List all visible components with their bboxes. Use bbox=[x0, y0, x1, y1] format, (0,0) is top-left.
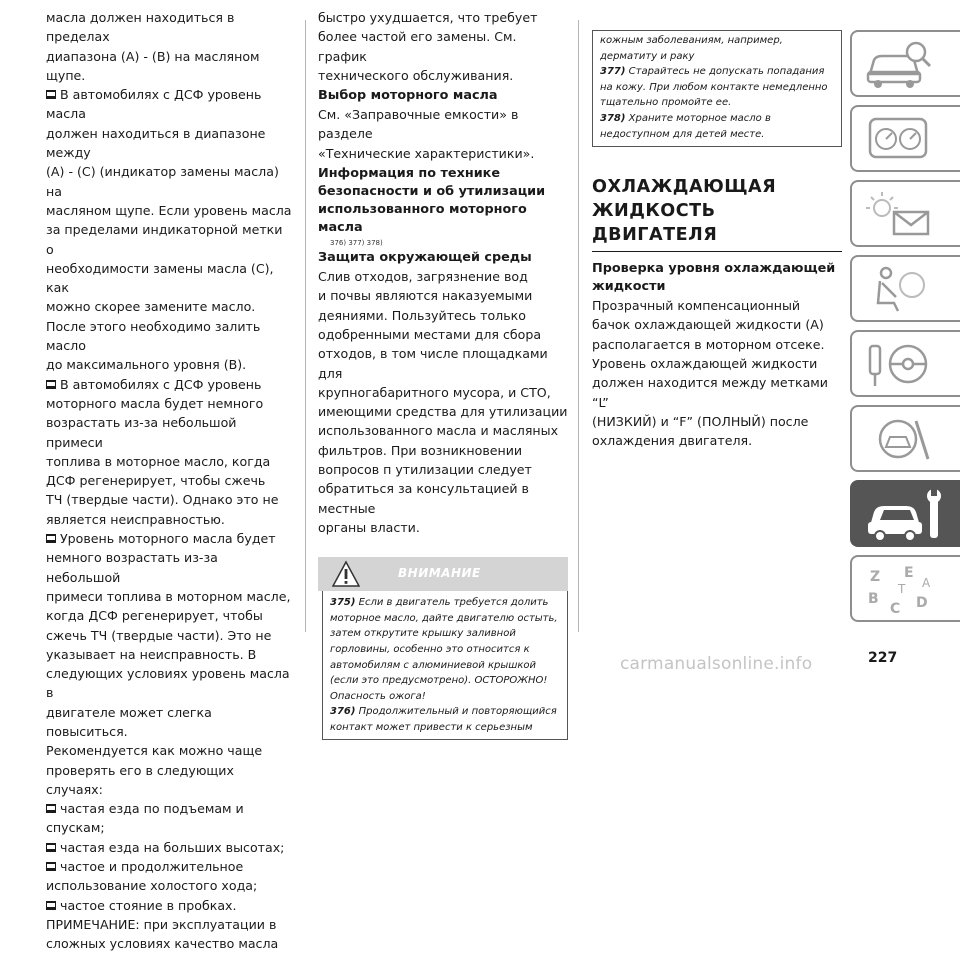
text-line: ДСФ регенерирует, чтобы сжечь bbox=[46, 473, 266, 489]
warning-title: ВНИМАНИЕ bbox=[398, 566, 481, 581]
section-title: ОХЛАЖДАЮЩАЯ ЖИДКОСТЬ ДВИГАТЕЛЯ bbox=[592, 177, 777, 246]
warning-references: 376) 377) 378) bbox=[330, 239, 383, 248]
text-line: располагается в моторном отсеке. bbox=[592, 336, 825, 352]
text-line: бачок охлаждающей жидкости (A) bbox=[592, 317, 824, 333]
subheading-safety-info: использованного моторного масла bbox=[318, 202, 527, 236]
text-line: отходов, в том числе площадками для bbox=[318, 346, 548, 381]
text-line: крупногабаритного мусора, и СТО, bbox=[318, 384, 551, 400]
text-line: технического обслуживания. bbox=[318, 67, 514, 83]
column-2 bbox=[318, 8, 568, 740]
subheading-safety-info: Информация по технике bbox=[318, 166, 501, 182]
text-line: можно скорее замените масло. bbox=[46, 299, 256, 315]
tab-emergency[interactable] bbox=[850, 405, 960, 472]
warning-line: Опасность ожога! bbox=[330, 690, 426, 702]
bullet-square-icon bbox=[46, 380, 56, 389]
text-line: деяниями. Пользуйтесь только bbox=[318, 307, 526, 323]
page-number: 227 bbox=[868, 650, 898, 666]
text-line: более частой его замены. См. график bbox=[318, 29, 517, 64]
warning-line: автомобилям с алюминиевой крышкой bbox=[330, 659, 537, 671]
text-line: диапазона (A) - (B) на масляном щупе. bbox=[46, 48, 260, 83]
svg-text:Z: Z bbox=[870, 569, 881, 585]
warning-line: тщательно промойте ее. bbox=[600, 97, 732, 109]
text-line: фильтров. При возникновении bbox=[318, 442, 523, 458]
text-line: должен находиться в диапазоне между bbox=[46, 125, 266, 161]
text-line: и почвы являются наказуемыми bbox=[318, 288, 533, 304]
car-search-icon bbox=[864, 38, 934, 92]
text-line: После этого необходимо залить масло bbox=[46, 318, 261, 354]
text-line: когда ДСФ регенерирует, чтобы bbox=[46, 608, 263, 624]
tab-index[interactable] bbox=[850, 555, 960, 622]
footer-watermark[interactable]: carmanualsonline.info bbox=[620, 654, 813, 674]
warning-lights-icon bbox=[864, 188, 934, 242]
text-line: масла должен находиться в пределах bbox=[46, 10, 235, 45]
column-divider-1 bbox=[305, 20, 306, 632]
svg-text:C: C bbox=[890, 601, 901, 617]
text-line: примеси топлива в моторном масле, bbox=[46, 588, 291, 604]
text-line: органы власти. bbox=[318, 519, 420, 535]
text-line: обратиться за консультацией в местные bbox=[318, 481, 529, 516]
chapter-tabs bbox=[850, 30, 960, 630]
warning-line: дерматиту и раку bbox=[600, 50, 695, 62]
text-line: «Технические характеристики». bbox=[318, 145, 535, 161]
warning-line: затем открутите крышку заливной bbox=[330, 628, 516, 640]
column-3 bbox=[592, 30, 842, 451]
bullet-item: частое стояние в пробках. bbox=[46, 896, 292, 915]
text-line: необходимости замены масла (C), как bbox=[46, 260, 274, 296]
text-line: за пределами индикаторной метки о bbox=[46, 222, 283, 257]
text-line: Слив отходов, загрязнение вод bbox=[318, 269, 528, 285]
text-line: сжечь ТЧ (твердые части). Это не bbox=[46, 627, 272, 643]
text-line: использование холостого хода; bbox=[46, 878, 258, 894]
tab-starting-driving[interactable] bbox=[850, 330, 960, 397]
warning-line: на кожу. При любом контакте немедленно bbox=[600, 81, 828, 93]
text-line: ТЧ (твердые части). Однако это не bbox=[46, 492, 279, 508]
warning-line: 375) Если в двигатель требуется долить bbox=[330, 597, 549, 609]
svg-text:A: A bbox=[922, 576, 931, 590]
bullet-square-icon bbox=[46, 534, 56, 543]
subheading-safety-info: безопасности и об утилизации bbox=[318, 184, 546, 200]
text-line: ПРИМЕЧАНИЕ: при эксплуатации в bbox=[46, 916, 277, 932]
warning-line: контакт может привести к серьезным bbox=[330, 721, 533, 733]
column-divider-2 bbox=[578, 20, 579, 632]
text-line: проверять его в следующих случаях: bbox=[46, 762, 234, 797]
subheading-oil-selection: Выбор моторного масла bbox=[318, 88, 498, 104]
dashboard-lights-icon bbox=[864, 113, 934, 167]
bullet-item: В автомобилях с ДСФ уровень bbox=[46, 375, 292, 394]
bullet-square-icon bbox=[46, 862, 56, 871]
text-line: Рекомендуется как можно чаще bbox=[46, 743, 263, 759]
bullet-item: частое и продолжительное bbox=[46, 857, 292, 876]
subheading-coolant-check: Проверка уровня охлаждающей bbox=[592, 261, 836, 277]
warning-box-continued bbox=[592, 30, 842, 147]
warning-line: горловины, особенно это относится к bbox=[330, 644, 530, 656]
bullet-item: частая езда по подъемам и спускам; bbox=[46, 801, 244, 836]
section-rule bbox=[592, 251, 842, 252]
text-line: немного возрастать из-за небольшой bbox=[46, 550, 218, 585]
text-line: использованного масла и масляных bbox=[318, 423, 559, 439]
tab-warning-lights[interactable] bbox=[850, 180, 960, 247]
bullet-square-icon bbox=[46, 901, 56, 910]
svg-text:D: D bbox=[916, 595, 928, 611]
tab-car-search[interactable] bbox=[850, 30, 960, 97]
text-line: моторного масла будет немного bbox=[46, 395, 264, 411]
text-line: (A) - (C) (индикатор замены масла) на bbox=[46, 164, 279, 199]
warning-line: 376) Продолжительный и повторяющийся bbox=[330, 706, 557, 718]
text-line: сложных условиях качество масла bbox=[46, 936, 279, 952]
text-line: топлива в моторное масло, когда bbox=[46, 453, 271, 469]
text-line: имеющими средства для утилизации bbox=[318, 404, 568, 420]
text-line: быстро ухудшается, что требует bbox=[318, 10, 538, 25]
bullet-square-icon bbox=[46, 90, 56, 99]
bullet-square-icon bbox=[46, 804, 56, 813]
text-line: вопросов п утилизации следует bbox=[318, 462, 532, 478]
warning-line: кожным заболеваниям, например, bbox=[600, 35, 783, 46]
tab-service-maintenance[interactable] bbox=[850, 480, 960, 547]
text-line: масляном щупе. Если уровень масла bbox=[46, 202, 292, 218]
text-line: двигателе может слегка повыситься. bbox=[46, 704, 212, 739]
warning-line: недоступном для детей месте. bbox=[600, 128, 765, 140]
text-line: Прозрачный компенсационный bbox=[592, 298, 801, 314]
tab-dashboard[interactable] bbox=[850, 105, 960, 172]
text-line: до максимального уровня (B). bbox=[46, 357, 247, 373]
bullet-square-icon bbox=[46, 843, 56, 852]
svg-text:B: B bbox=[868, 591, 879, 607]
bullet-item: Уровень моторного масла будет bbox=[46, 529, 292, 548]
warning-line: 377) Старайтесь не допускать попадания bbox=[600, 66, 825, 78]
airbag-seat-icon bbox=[864, 263, 934, 317]
text-line: охлаждения двигателя. bbox=[592, 433, 753, 449]
subheading-coolant-check: жидкости bbox=[592, 279, 666, 295]
bullet-item: частая езда на больших высотах; bbox=[46, 838, 292, 857]
warning-line: 378) Храните моторное масло в bbox=[600, 112, 771, 124]
tab-safety[interactable] bbox=[850, 255, 960, 322]
text-line: должен находится между метками “L” bbox=[592, 375, 828, 410]
steering-key-icon bbox=[864, 338, 934, 392]
warning-line: (если это предусмотрено). ОСТОРОЖНО! bbox=[330, 675, 548, 687]
warning-header bbox=[318, 557, 568, 591]
text-line: возрастать из-за небольшой примеси bbox=[46, 415, 237, 450]
text-line: указывает на неисправность. В bbox=[46, 646, 257, 662]
text-line: (НИЗКИЙ) и “F” (ПОЛНЫЙ) после bbox=[592, 413, 809, 429]
index-letters-icon bbox=[864, 563, 944, 617]
tools-icon bbox=[864, 488, 954, 542]
car-wrench-icon bbox=[864, 413, 934, 467]
bullet-item: В автомобилях с ДСФ уровень масла bbox=[46, 87, 262, 122]
svg-text:T: T bbox=[898, 582, 906, 596]
column-1 bbox=[46, 8, 292, 954]
text-line: Уровень охлаждающей жидкости bbox=[592, 356, 818, 372]
warning-box bbox=[322, 591, 568, 739]
svg-text:E: E bbox=[904, 565, 914, 581]
text-line: является неисправностью. bbox=[46, 511, 225, 527]
warning-triangle-icon bbox=[332, 560, 360, 588]
warning-line: моторное масло, дайте двигателю остыть, bbox=[330, 612, 558, 624]
text-line: одобренными местами для сбора bbox=[318, 326, 542, 342]
text-line: следующих условиях уровень масла в bbox=[46, 666, 290, 701]
text-line: См. «Заправочные емкости» в разделе bbox=[318, 107, 519, 142]
subheading-environment: Защита окружающей среды bbox=[318, 250, 532, 266]
